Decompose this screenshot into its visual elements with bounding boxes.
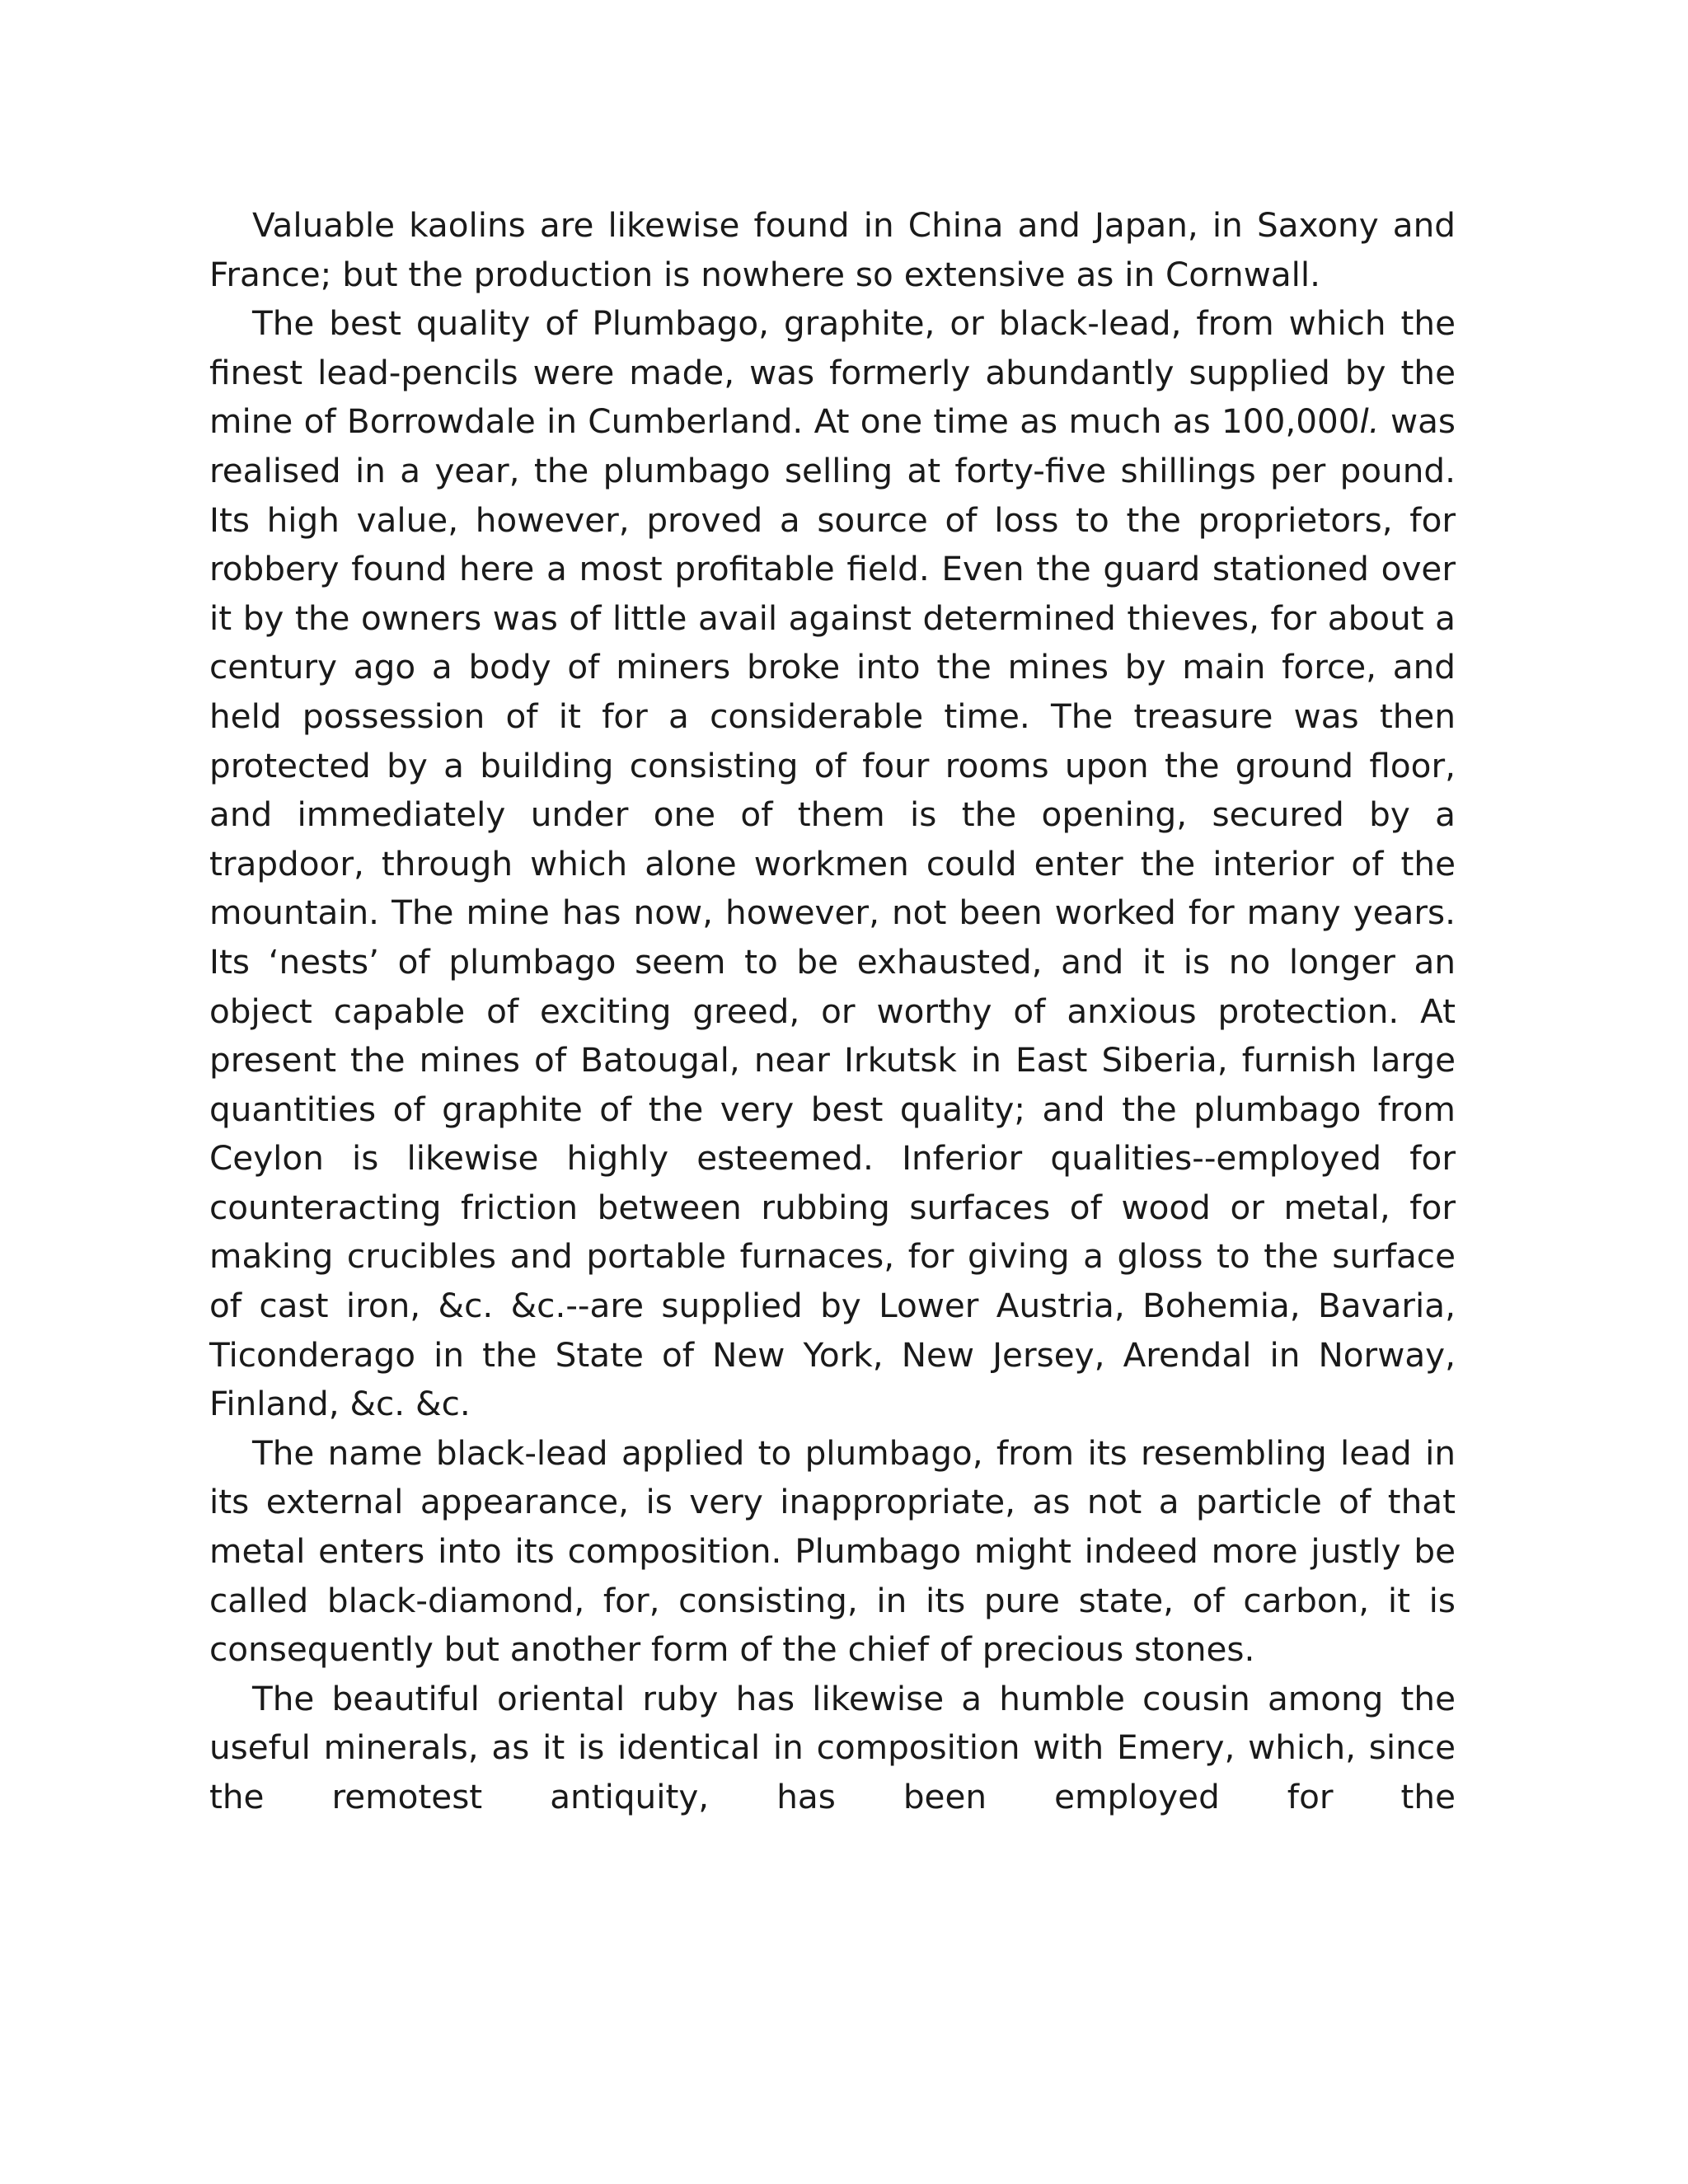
paragraph-black-lead: The name black-lead applied to plumbago, from its resembling lead in its external appearance, is very inappropriate, as not a particle of that metal enters into its composition. Plumbago might indeed more justly be called black-diamond, for, consisting, in its pure state, of carbon, it is consequently but another form of the chief of precious stones. (209, 1432, 1456, 1670)
paragraph-plumbago-part-1: The best quality of Plumbago, graphite, or black-lead, from which the finest lead-pencils were made, was formerly abundantly supplied by the mine of Borrowdale in Cumberland. At one time as much as 100,000 (209, 303, 1456, 442)
paragraph-plumbago-part-2: was realised in a year, the plumbago selling at forty-five shillings per pound. Its high value, however, proved a source of loss to the proprietors, for robbery found here a most profitable field. Even the guard stationed over it by the owners was of little avail against determined thieves, for about a century ago a body of miners broke into the mines by main force, and held possession of it for a considerable time. The treasure was then protected by a building consisting of four rooms upon the ground floor, and immediately under one of them is the opening, secured by a trapdoor, through which alone workmen could enter the interior of the mountain. The mine has now, however, not been worked for many years. Its ‘nests’ of plumbago seem to be exhausted, and it is no longer an object capable of exciting greed, or worthy of anxious protection. At present the mines of Batougal, near Irkutsk in East Siberia, furnish large quantities of graphite of the very best quality; and the plumbago from Ceylon is likewise highly esteemed. Inferior qualities--employed for counteracting friction between rubbing surfaces of wood or metal, for making crucibles and portable furnaces, for giving a gloss to the surface of cast iron, &c. &c.--are supplied by Lower Austria, Bohemia, Bavaria, Ticonderago in the State of New York, New Jersey, Arendal in Norway, Finland, &c. &c. (209, 401, 1456, 1424)
paragraph-ruby: The beautiful oriental ruby has likewise a humble cousin among the useful minerals, as it is identical in composition with Emery, which, since the remotest antiquity, has been employed for the (209, 1678, 1456, 1816)
paragraph-plumbago (209, 299, 1456, 1429)
paragraph-kaolins: Valuable kaolins are likewise found in China and Japan, in Saxony and France; but the production is nowhere so extensive as in Cornwall. (209, 205, 1456, 294)
pound-unit-italic: l. (1359, 401, 1380, 442)
page-text (209, 201, 1456, 1822)
